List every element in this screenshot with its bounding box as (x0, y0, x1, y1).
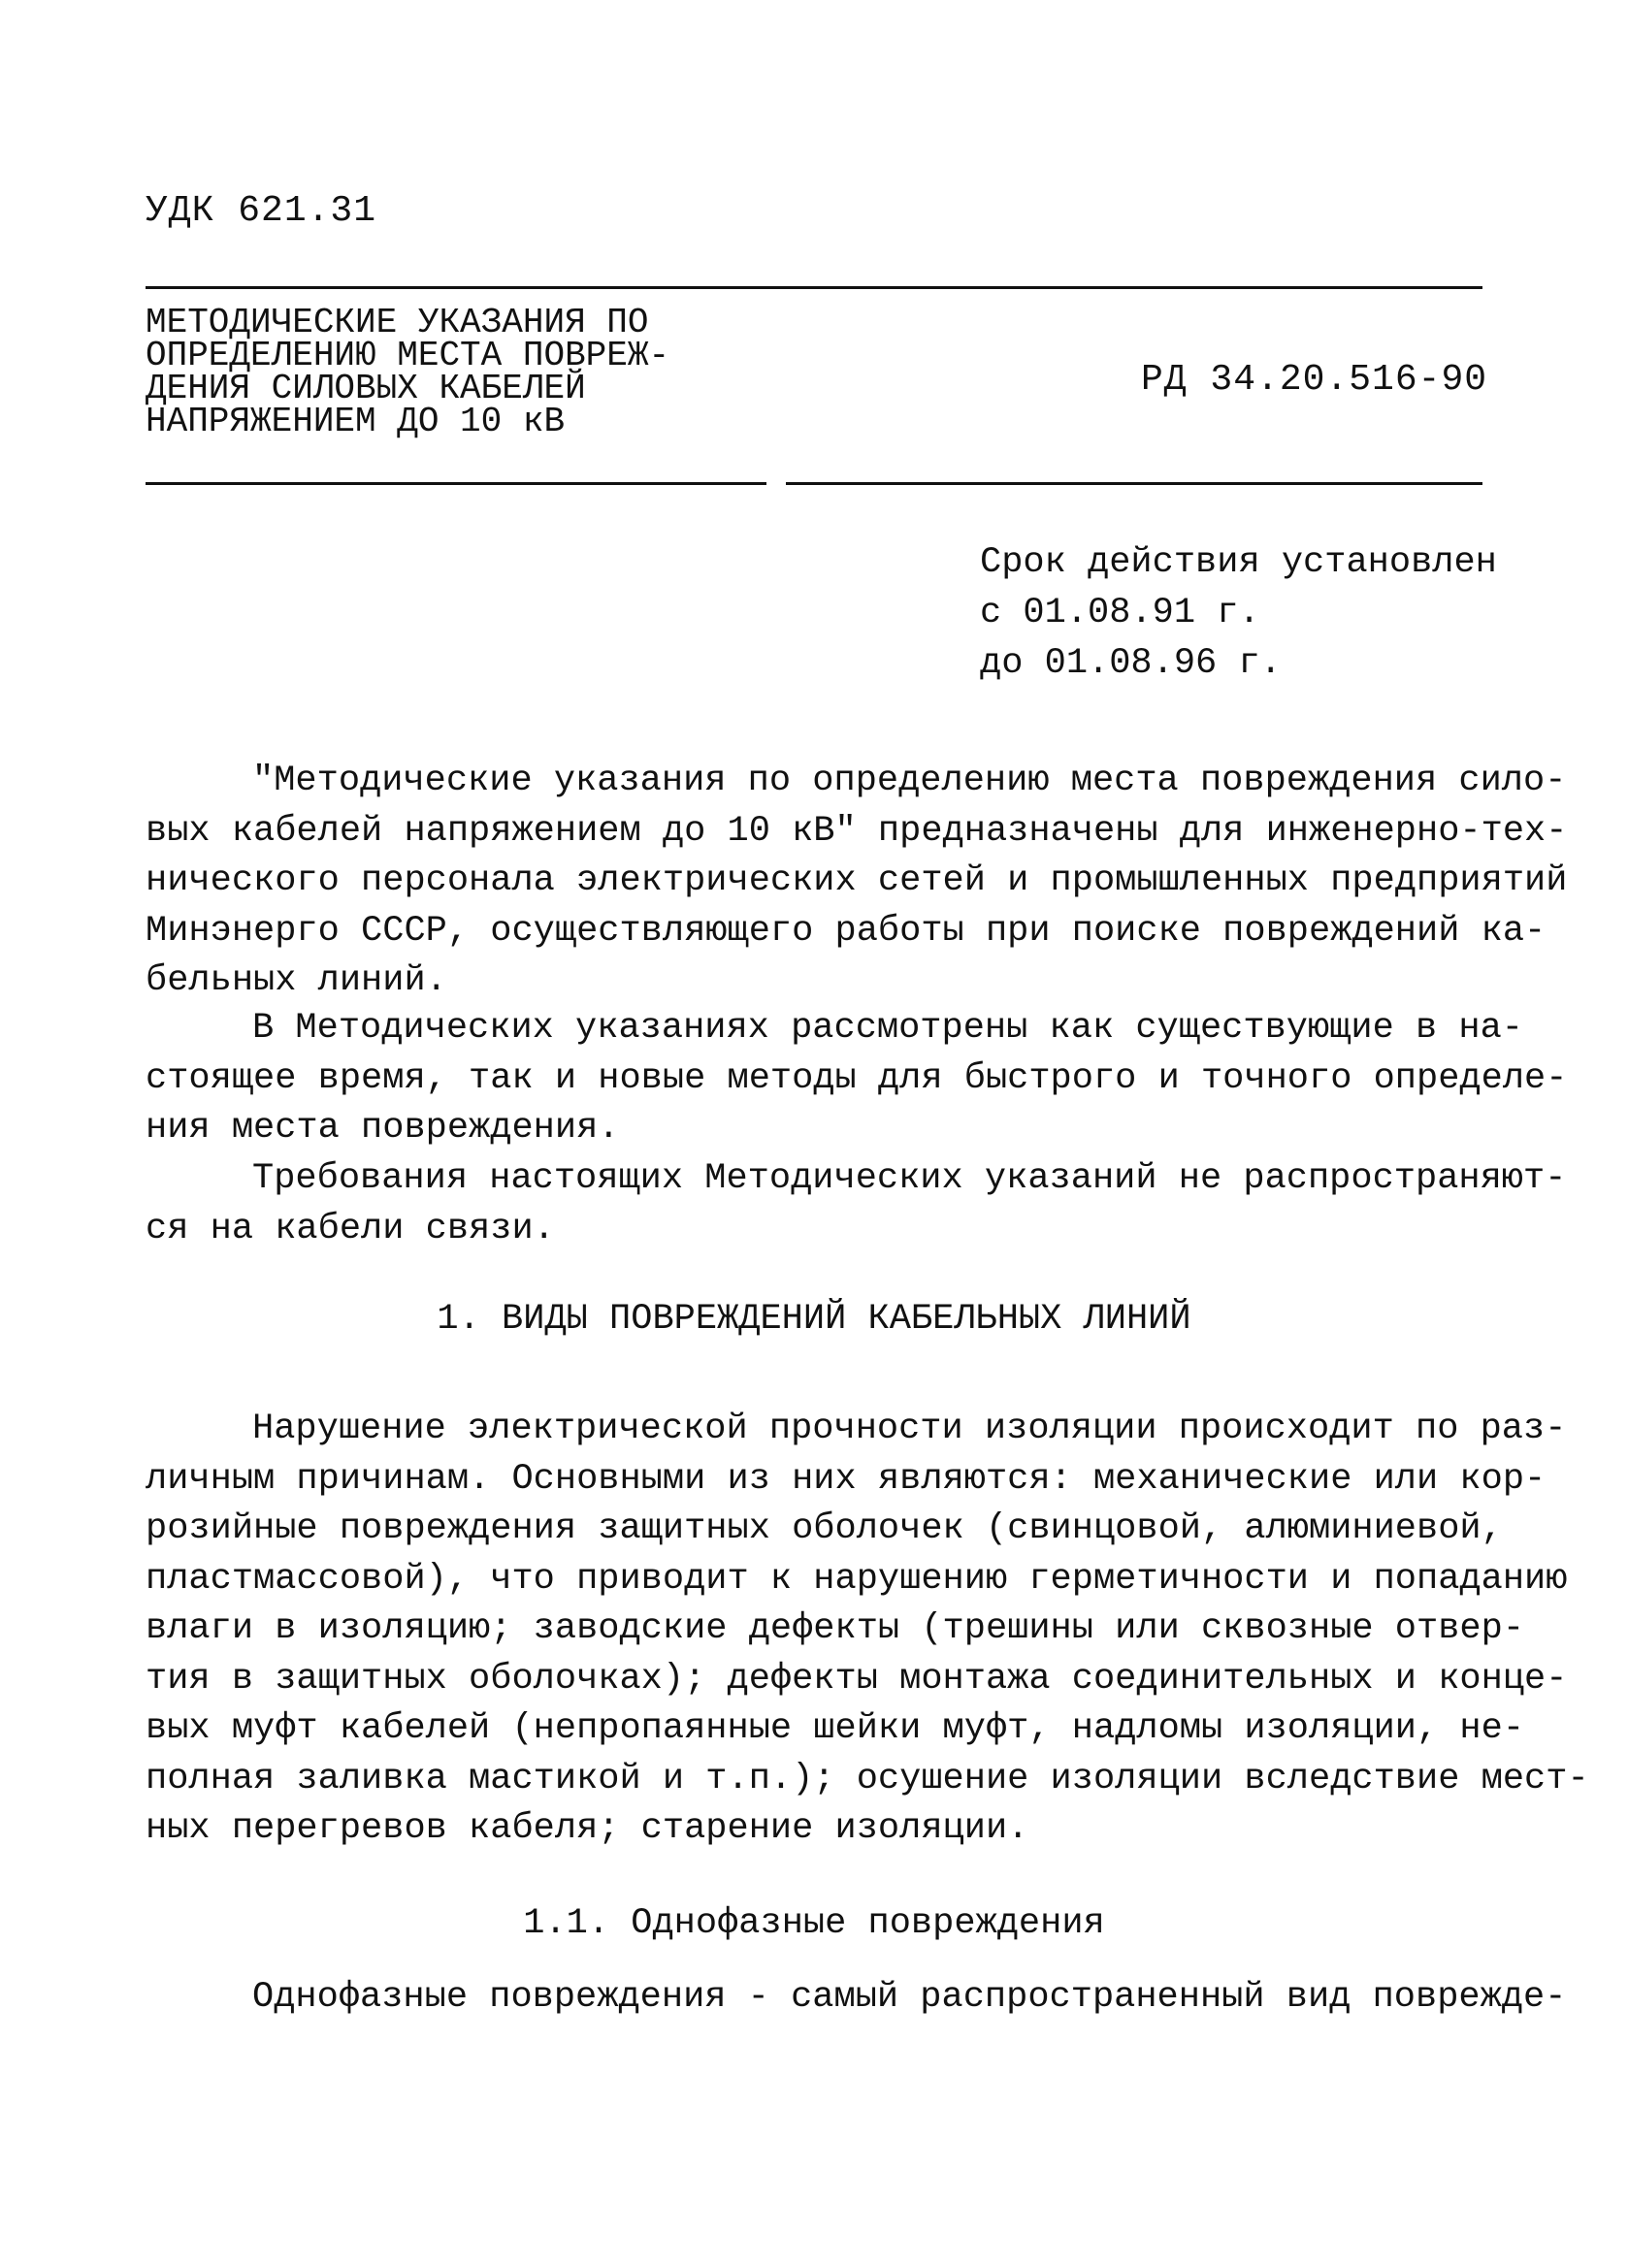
text-line: полная заливка мастикой и т.п.); осушение изоляции вследствие мест- (146, 1758, 1589, 1799)
title-line: ОПРЕДЕЛЕНИЮ МЕСТА ПОВРЕЖ- (146, 336, 670, 375)
title-line: ДЕНИЯ СИЛОВЫХ КАБЕЛЕЙ (146, 369, 586, 408)
text-line: ся на кабели связи. (146, 1208, 555, 1249)
text-line: Требования настоящих Методических указаний не распространяют- (252, 1158, 1567, 1199)
title-line: НАПРЯЖЕНИЕМ ДО 10 кВ (146, 402, 566, 441)
text-line: влаги в изоляцию; заводские дефекты (трешины или сквозные отвер- (146, 1608, 1525, 1649)
text-line: тия в защитных оболочках); дефекты монтажа соединительных и конце- (146, 1658, 1568, 1700)
validity-line: Срок действия установлен (980, 542, 1497, 583)
intro-paragraph-2 (146, 1004, 1568, 1154)
text-line: Нарушение электрической прочности изоляции происходит по раз- (252, 1409, 1567, 1449)
text-line: вых кабелей напряжением до 10 кВ" предназначены для инженерно-тех- (146, 810, 1568, 852)
text-line: розийные повреждения защитных оболочек (свинцовой, алюминиевой, (146, 1508, 1503, 1549)
section-1-paragraph (146, 1405, 1589, 1855)
text-line: стоящее время, так и новые методы для быстрого и точного определе- (146, 1057, 1568, 1099)
section-heading: 1. ВИДЫ ПОВРЕЖДЕНИЙ КАБЕЛЬНЫХ ЛИНИЙ (437, 1299, 1191, 1340)
text-line: вых муфт кабелей (непропаянные шейки муфт, надломы изоляции, не- (146, 1708, 1525, 1749)
udk-code: УДК 621.31 (146, 190, 377, 232)
validity-line: до 01.08.96 г. (980, 643, 1282, 684)
document-code: РД 34.20.516-90 (1141, 359, 1488, 401)
validity-line: с 01.08.91 г. (980, 593, 1260, 633)
text-line: нического персонала электрических сетей и промышленных предприятий (146, 860, 1568, 901)
text-line: "Методические указания по определению места повреждения сило- (252, 761, 1567, 801)
top-rule (146, 286, 1482, 289)
text-line: Однофазные повреждения - самый распространенный вид поврежде- (252, 1977, 1567, 2018)
title-line: МЕТОДИЧЕСКИЕ УКАЗАНИЯ ПО (146, 303, 649, 342)
bottom-rule-right (786, 482, 1482, 485)
text-line: Минэнерго СССР, осуществляющего работы при поиске повреждений ка- (146, 910, 1547, 952)
text-line: личным причинам. Основными из них являются: механические или кор- (146, 1458, 1547, 1500)
bottom-rule-left (146, 482, 766, 485)
subsection-heading: 1.1. Однофазные повреждения (523, 1903, 1105, 1944)
text-line: бельных линий. (146, 960, 447, 1001)
text-line: ния места повреждения. (146, 1108, 620, 1149)
intro-paragraph-1 (146, 757, 1568, 1007)
subsection-1-1-paragraph (146, 1973, 1567, 2024)
validity-period (980, 537, 1497, 689)
intro-paragraph-3 (146, 1154, 1567, 1254)
text-line: В Методических указаниях рассмотрены как существующие в на- (252, 1008, 1524, 1049)
text-line: пластмассовой), что приводит к нарушению герметичности и попаданию (146, 1558, 1568, 1600)
text-line: ных перегревов кабеля; старение изоляции. (146, 1808, 1029, 1849)
document-title (146, 303, 689, 441)
